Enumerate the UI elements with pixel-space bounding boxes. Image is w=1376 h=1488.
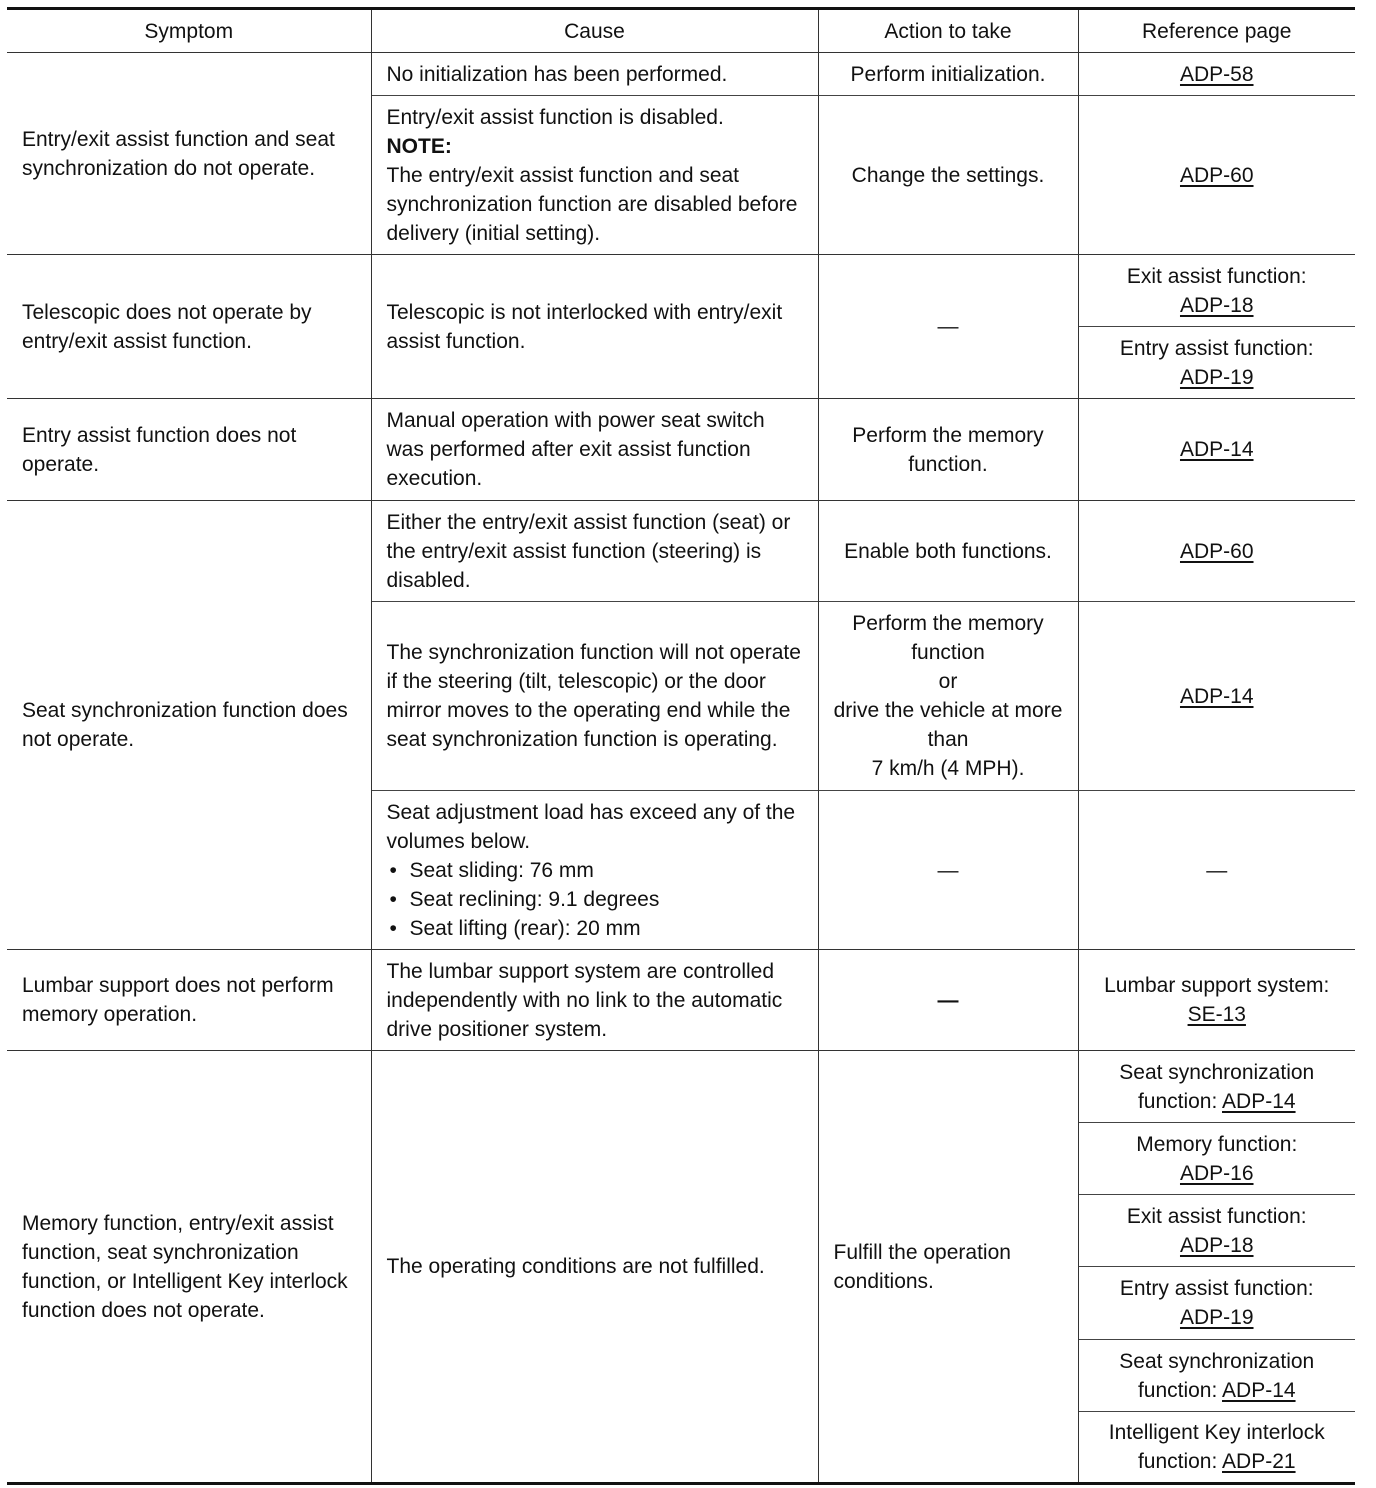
action-cell: Enable both functions. <box>818 501 1078 602</box>
table-row <box>7 53 1355 96</box>
note-text: The entry/exit assist function and seat synchronization function are disabled before delivery (initial setting). <box>386 163 798 245</box>
reference-cell: — <box>1078 791 1355 950</box>
action-cell: Perform initialization. <box>818 53 1078 96</box>
reference-cell <box>1078 96 1355 255</box>
reference-link[interactable]: ADP-21 <box>1222 1450 1296 1473</box>
action-cell: — <box>818 791 1078 950</box>
reference-label: Exit assist function: <box>1126 1204 1307 1228</box>
reference-link[interactable]: ADP-14 <box>1179 438 1254 461</box>
reference-label <box>1094 1347 1341 1405</box>
reference-link[interactable]: ADP-58 <box>1179 62 1254 86</box>
header-cause: Cause <box>371 9 818 53</box>
cause-cell <box>371 96 818 255</box>
table-row <box>7 1051 1355 1123</box>
action-cell: — <box>818 255 1078 399</box>
action-cell <box>818 602 1078 791</box>
reference-link[interactable]: ADP-14 <box>1222 1089 1296 1113</box>
cause-text: Entry/exit assist function is disabled. <box>386 105 724 129</box>
reference-link[interactable]: ADP-19 <box>1179 365 1254 389</box>
action-cell: Change the settings. <box>818 96 1078 255</box>
cause-cell: No initialization has been performed. <box>371 53 818 96</box>
table-row <box>7 950 1355 1051</box>
action-dash: — <box>937 988 959 1012</box>
reference-link[interactable]: ADP-14 <box>1179 684 1254 708</box>
bullet-list <box>387 856 803 943</box>
cause-cell: Either the entry/exit assist function (seat) or the entry/exit assist function (steering) is disabled. <box>371 501 818 602</box>
cause-cell: The operating conditions are not fulfilled. <box>371 1051 818 1484</box>
reference-cell <box>1078 1267 1355 1340</box>
reference-cell <box>1078 1123 1355 1195</box>
reference-link[interactable]: ADP-14 <box>1222 1378 1296 1402</box>
symptom-cell: Memory function, entry/exit assist function, seat synchronization function, or Intelligent Key interlock function does not operate. <box>22 1211 348 1322</box>
cause-cell: Manual operation with power seat switch was performed after exit assist function execution. <box>371 399 818 501</box>
note-label: NOTE: <box>386 134 452 158</box>
symptom-cell: Entry assist function does not operate. <box>22 423 297 476</box>
list-item: • Seat sliding: 76 mm <box>387 856 803 885</box>
action-text: Perform the memory function <box>852 612 1044 664</box>
reference-label: Entry assist function: <box>1119 1277 1314 1300</box>
header-row <box>7 9 1355 53</box>
cause-cell: The synchronization function will not operate if the steering (tilt, telescopic) or the door mirror moves to the operating end while the seat synchronization function is operating. <box>371 602 818 791</box>
reference-label: Exit assist function: <box>1126 264 1307 288</box>
symptom-cell: Lumbar support does not perform memory operation. <box>22 974 334 1026</box>
list-item: • Seat lifting (rear): 20 mm <box>387 914 803 943</box>
cause-cell <box>371 791 818 950</box>
reference-cell <box>1078 950 1355 1051</box>
symptom-cell: Seat synchronization function does not operate. <box>22 699 348 751</box>
action-or: or <box>938 670 958 693</box>
header-action: Action to take <box>818 9 1078 53</box>
reference-cell <box>1078 399 1355 501</box>
action-cell: Perform the memory function. <box>818 399 1078 501</box>
reference-link[interactable]: ADP-60 <box>1179 163 1254 187</box>
reference-cell <box>1078 53 1355 96</box>
reference-label: Entry assist function: <box>1119 336 1314 360</box>
reference-cell <box>1078 1340 1355 1412</box>
reference-cell <box>1078 501 1355 602</box>
list-item: • Seat reclining: 9.1 degrees <box>387 885 803 914</box>
header-reference: Reference page <box>1078 9 1355 53</box>
reference-link[interactable]: ADP-16 <box>1179 1161 1254 1185</box>
reference-link[interactable]: ADP-18 <box>1179 293 1254 317</box>
diagnosis-table <box>7 7 1355 1485</box>
reference-label-text: Intelligent Key interlock function: <box>1108 1421 1325 1473</box>
action-text: drive the vehicle at more than <box>833 699 1063 751</box>
action-cell <box>818 950 1078 1051</box>
reference-label <box>1094 1058 1341 1116</box>
reference-label <box>1094 1418 1341 1476</box>
header-symptom: Symptom <box>144 19 234 43</box>
reference-cell <box>1078 602 1355 791</box>
cause-cell: The lumbar support system are controlled independently with no link to the automatic drive positioner system. <box>371 950 818 1051</box>
reference-label: Memory function: <box>1136 1132 1298 1156</box>
reference-cell <box>1078 255 1355 327</box>
cause-cell: Telescopic is not interlocked with entry/exit assist function. <box>371 255 818 399</box>
cause-text: Seat adjustment load has exceed any of the volumes below. <box>386 800 796 853</box>
symptom-cell: Telescopic does not operate by entry/exit assist function. <box>22 300 312 353</box>
reference-link[interactable]: ADP-18 <box>1179 1233 1254 1257</box>
reference-label: Lumbar support system: <box>1104 974 1330 997</box>
reference-label-text: Seat synchronization function: <box>1119 1060 1315 1113</box>
action-text: 7 km/h (4 MPH). <box>871 757 1025 780</box>
reference-link[interactable]: ADP-60 <box>1179 539 1254 563</box>
reference-cell <box>1078 1195 1355 1267</box>
reference-cell <box>1078 1412 1355 1484</box>
table-row <box>7 255 1355 327</box>
symptom-cell: Entry/exit assist function and seat synchronization do not operate. <box>22 127 335 180</box>
reference-link[interactable]: ADP-19 <box>1179 1306 1254 1329</box>
reference-link[interactable]: SE-13 <box>1187 1003 1246 1026</box>
action-cell: Fulfill the operation conditions. <box>818 1051 1078 1484</box>
table-row <box>7 501 1355 602</box>
reference-label-text: Seat synchronization function: <box>1119 1349 1315 1402</box>
table-row <box>7 399 1355 501</box>
reference-cell <box>1078 1051 1355 1123</box>
reference-cell <box>1078 327 1355 399</box>
